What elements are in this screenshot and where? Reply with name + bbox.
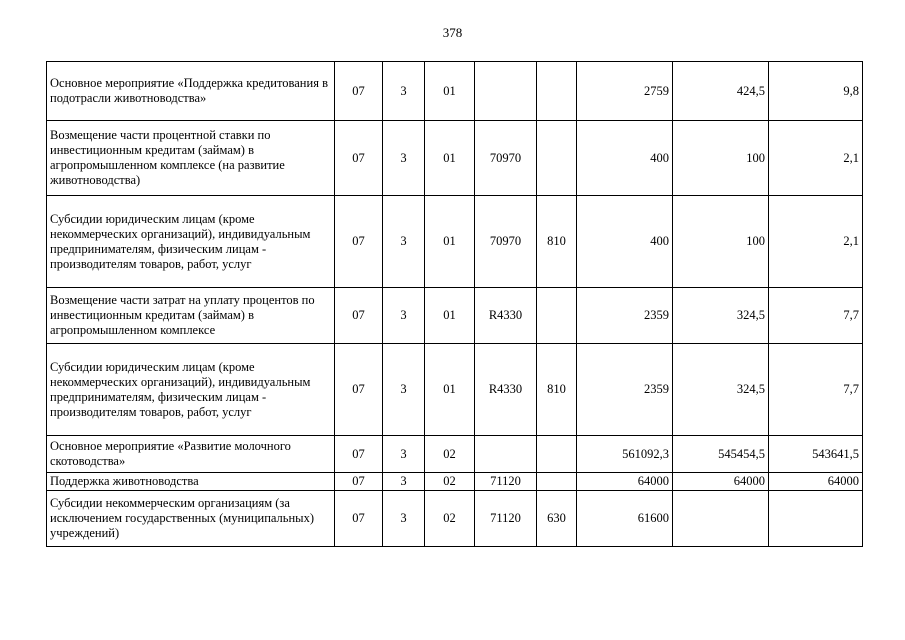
program-code-cell: 01 [425, 121, 475, 196]
amount-year2-cell: 324,5 [673, 344, 769, 436]
section-code-cell: 07 [335, 436, 383, 473]
expense-type-cell [537, 121, 577, 196]
expense-type-cell: 810 [537, 344, 577, 436]
amount-year1-cell: 400 [577, 196, 673, 288]
table-row [47, 473, 863, 491]
amount-year3-cell: 64000 [769, 473, 863, 491]
row-name-cell: Возмещение части процентной ставки по инвестиционным кредитам (займам) в агропромышленном комплексе (на развитие животноводства) [47, 121, 335, 196]
row-name-cell: Основное мероприятие «Развитие молочного скотоводства» [47, 436, 335, 473]
row-name-cell: Основное мероприятие «Поддержка кредитования в подотрасли животноводства» [47, 62, 335, 121]
row-name-cell: Поддержка животноводства [47, 473, 335, 491]
expense-type-cell: 810 [537, 196, 577, 288]
amount-year3-cell: 9,8 [769, 62, 863, 121]
program-code-cell: 01 [425, 62, 475, 121]
table-row [47, 436, 863, 473]
target-article-cell: 71120 [475, 473, 537, 491]
amount-year3-cell [769, 491, 863, 547]
amount-year2-cell: 100 [673, 121, 769, 196]
table-row [47, 62, 863, 121]
table-row [47, 344, 863, 436]
expense-type-cell [537, 436, 577, 473]
table-row [47, 196, 863, 288]
budget-table [46, 61, 863, 547]
subsection-code-cell: 3 [383, 491, 425, 547]
subsection-code-cell: 3 [383, 288, 425, 344]
expense-type-cell [537, 473, 577, 491]
amount-year2-cell: 424,5 [673, 62, 769, 121]
amount-year2-cell: 100 [673, 196, 769, 288]
row-name-cell: Субсидии юридическим лицам (кроме некоммерческих организаций), индивидуальным предпринимателям, физическим лицам - производителям товаров, работ, услуг [47, 344, 335, 436]
section-code-cell: 07 [335, 121, 383, 196]
subsection-code-cell: 3 [383, 436, 425, 473]
section-code-cell: 07 [335, 473, 383, 491]
program-code-cell: 01 [425, 196, 475, 288]
budget-table-body [47, 62, 863, 547]
subsection-code-cell: 3 [383, 121, 425, 196]
section-code-cell: 07 [335, 344, 383, 436]
row-name-cell: Возмещение части затрат на уплату процентов по инвестиционным кредитам (займам) в агропромышленном комплексе [47, 288, 335, 344]
amount-year1-cell: 2359 [577, 344, 673, 436]
amount-year3-cell: 2,1 [769, 121, 863, 196]
target-article-cell [475, 436, 537, 473]
section-code-cell: 07 [335, 491, 383, 547]
amount-year1-cell: 2359 [577, 288, 673, 344]
amount-year3-cell: 543641,5 [769, 436, 863, 473]
amount-year1-cell: 64000 [577, 473, 673, 491]
expense-type-cell: 630 [537, 491, 577, 547]
target-article-cell: 70970 [475, 196, 537, 288]
program-code-cell: 02 [425, 491, 475, 547]
target-article-cell: 71120 [475, 491, 537, 547]
subsection-code-cell: 3 [383, 62, 425, 121]
amount-year2-cell: 324,5 [673, 288, 769, 344]
amount-year2-cell [673, 491, 769, 547]
amount-year1-cell: 2759 [577, 62, 673, 121]
amount-year3-cell: 7,7 [769, 288, 863, 344]
row-name-cell: Субсидии юридическим лицам (кроме некоммерческих организаций), индивидуальным предпринимателям, физическим лицам - производителям товаров, работ, услуг [47, 196, 335, 288]
amount-year2-cell: 545454,5 [673, 436, 769, 473]
target-article-cell: 70970 [475, 121, 537, 196]
amount-year1-cell: 561092,3 [577, 436, 673, 473]
section-code-cell: 07 [335, 62, 383, 121]
table-row [47, 288, 863, 344]
expense-type-cell [537, 288, 577, 344]
expense-type-cell [537, 62, 577, 121]
subsection-code-cell: 3 [383, 196, 425, 288]
amount-year1-cell: 400 [577, 121, 673, 196]
page-number: 378 [442, 25, 463, 40]
target-article-cell: R4330 [475, 288, 537, 344]
program-code-cell: 02 [425, 436, 475, 473]
amount-year3-cell: 2,1 [769, 196, 863, 288]
target-article-cell: R4330 [475, 344, 537, 436]
program-code-cell: 01 [425, 288, 475, 344]
program-code-cell: 02 [425, 473, 475, 491]
amount-year1-cell: 61600 [577, 491, 673, 547]
table-row [47, 491, 863, 547]
section-code-cell: 07 [335, 196, 383, 288]
subsection-code-cell: 3 [383, 344, 425, 436]
amount-year3-cell: 7,7 [769, 344, 863, 436]
amount-year2-cell: 64000 [673, 473, 769, 491]
row-name-cell: Субсидии некоммерческим организациям (за исключением государственных (муниципальных) учреждений) [47, 491, 335, 547]
table-row [47, 121, 863, 196]
subsection-code-cell: 3 [383, 473, 425, 491]
program-code-cell: 01 [425, 344, 475, 436]
section-code-cell: 07 [335, 288, 383, 344]
target-article-cell [475, 62, 537, 121]
